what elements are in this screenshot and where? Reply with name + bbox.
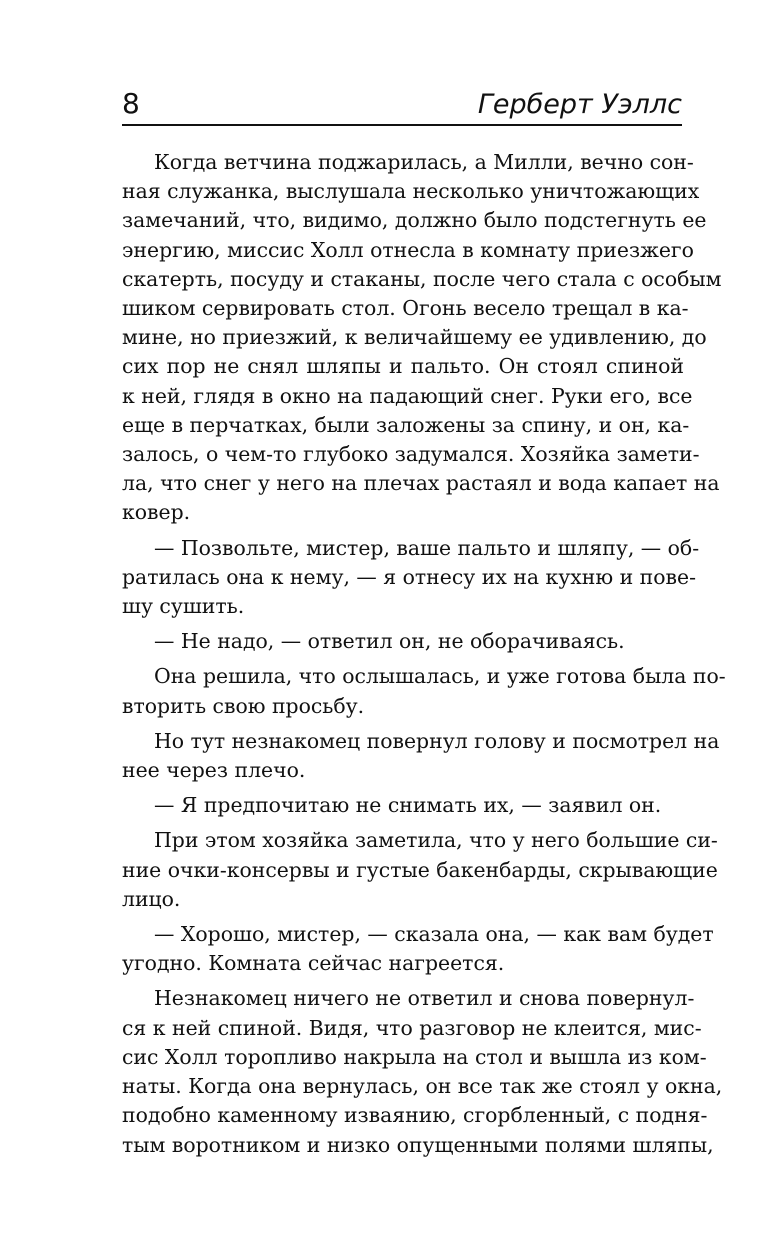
text-line: Незнакомец ничего не ответил и снова повернул-: [154, 986, 695, 1011]
text-line: шу сушить.: [122, 594, 245, 619]
text-line: ла, что снег у него на плечах растаял и вода капает на: [122, 471, 720, 496]
text-line: — Хорошо, мистер, — сказала она, — как вам будет: [154, 922, 714, 947]
text-line: замечаний, что, видимо, должно было подстегнуть ее: [122, 208, 707, 233]
text-line: тым воротником и низко опущенными полями шляпы,: [122, 1132, 714, 1157]
text-line: Но тут незнакомец повернул голову и посмотрел на: [154, 728, 720, 753]
text-line: угодно. Комната сейчас нагреется.: [122, 951, 505, 976]
text-line: — Не надо, — ответил он, не оборачиваясь.: [154, 629, 625, 654]
text-line: наты. Когда она вернулась, он все так же стоял у окна,: [122, 1074, 723, 1099]
paragraph: [122, 826, 718, 914]
text-line: скатерть, посуду и стаканы, после чего стала с особым: [122, 266, 722, 291]
paragraph: [122, 791, 684, 820]
text-line: лицо.: [122, 886, 181, 911]
paragraph: [122, 148, 722, 528]
text-line: ковер.: [122, 500, 191, 525]
page-number: 8: [122, 87, 140, 120]
paragraph: [122, 662, 726, 720]
text-line: к ней, глядя в окно на падающий снег. Руки его, все: [122, 383, 693, 408]
paragraph: [122, 534, 700, 622]
text-line: — Я предпочитаю не снимать их, — заявил он.: [154, 793, 662, 818]
text-line: — Позвольте, мистер, ваше пальто и шляпу, — об-: [154, 535, 700, 560]
paragraph: [122, 727, 720, 785]
text-line: сис Холл торопливо накрыла на стол и вышла из ком-: [122, 1044, 707, 1069]
paragraph: [122, 627, 684, 656]
text-line: нее через плечо.: [122, 758, 306, 783]
paragraph: [122, 984, 723, 1159]
text-line: ратилась она к нему, — я отнесу их на кухню и пове-: [122, 564, 696, 589]
text-line: энергию, миссис Холл отнесла в комнату приезжего: [122, 237, 694, 262]
text-line: вторить свою просьбу.: [122, 693, 365, 718]
text-line: мине, но приезжий, к величайшему ее удивлению, до: [122, 325, 707, 350]
text-line: При этом хозяйка заметила, что у него большие си-: [154, 828, 718, 853]
body-text: [122, 148, 726, 1166]
text-line: шиком сервировать стол. Огонь весело трещал в ка-: [122, 296, 689, 321]
text-line: Она решила, что ослышалась, и уже готова была по-: [154, 664, 726, 689]
text-line: подобно каменному изваянию, сгорбленный, с подня-: [122, 1103, 708, 1128]
paragraph: [122, 920, 714, 978]
text-line: ние очки-консервы и густые бакенбарды, скрывающие: [122, 857, 718, 882]
text-line: ся к ней спиной. Видя, что разговор не клеится, мис-: [122, 1015, 702, 1040]
text-line: еще в перчатках, были заложены за спину, и он, ка-: [122, 412, 690, 437]
text-line: Когда ветчина поджарилась, а Милли, вечно сон-: [154, 150, 694, 174]
page-header: [122, 78, 682, 126]
text-line: залось, о чем-то глубоко задумался. Хозяйка замети-: [122, 442, 700, 467]
text-line: ная служанка, выслушала несколько уничтожающих: [122, 179, 700, 204]
text-line: сих пор не снял шляпы и пальто. Он стоял спиной: [122, 354, 684, 379]
running-title: Герберт Уэллс: [477, 89, 682, 120]
